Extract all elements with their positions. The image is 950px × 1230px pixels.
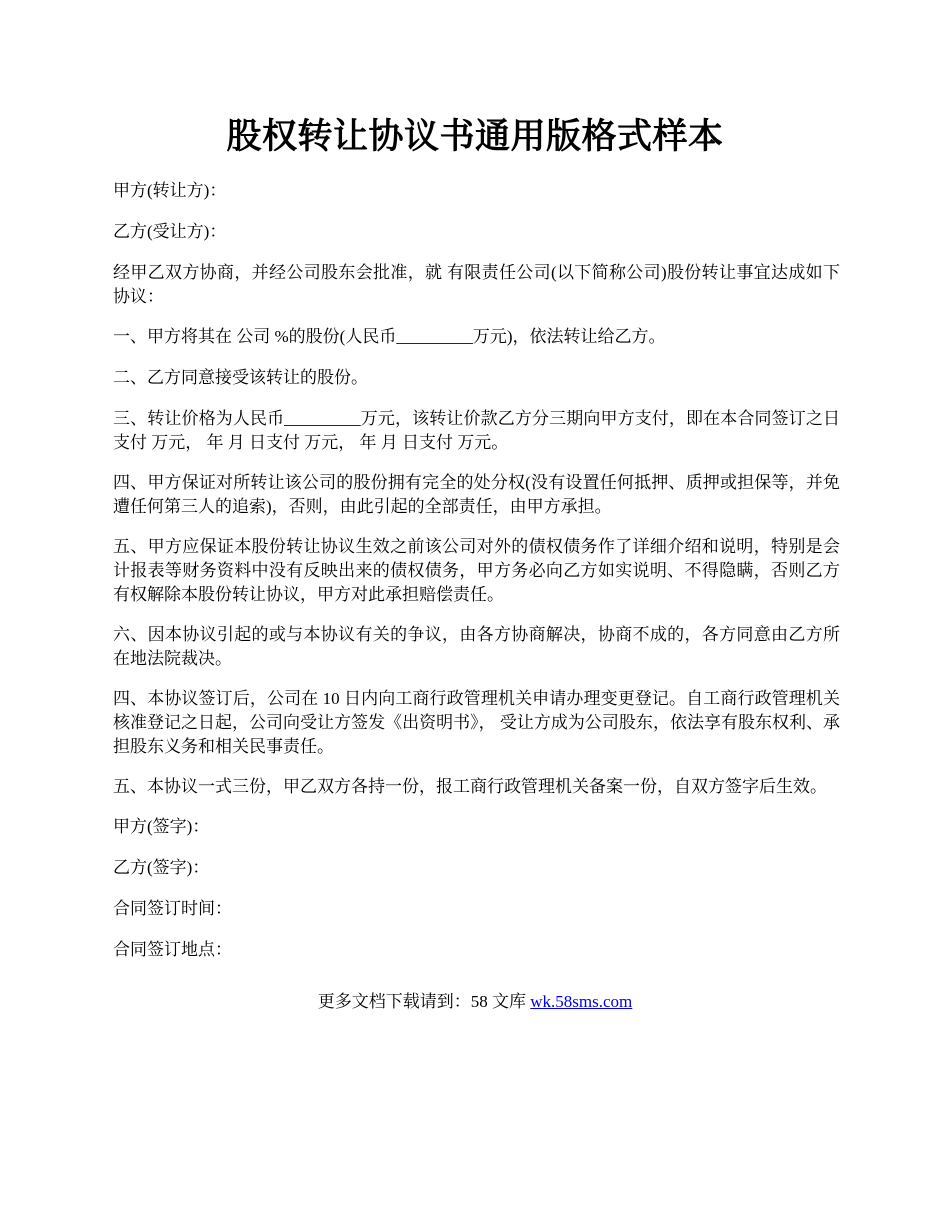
party-a-signature: 甲方(签字)： (113, 817, 210, 836)
clause-3: 三、转让价格为人民币_________万元，该转让价款乙方分三期向甲方支付，即在本合同签订之日支付 万元， 年 月 日支付 万元， 年 月 日支付 万元。 (113, 409, 840, 452)
clause-4: 四、甲方保证对所转让该公司的股份拥有完全的处分权(没有设置任何抵押、质押或担保等，并免遭任何第三人的追索)，否则，由此引起的全部责任，由甲方承担。 (113, 473, 840, 516)
preamble-paragraph: 经甲乙双方协商，并经公司股东会批准，就 有限责任公司(以下简称公司)股份转让事宜达成如下协议： (113, 263, 840, 306)
footer (0, 990, 950, 1014)
signing-place: 合同签订地点： (113, 940, 232, 959)
clause-6: 六、因本协议引起的或与本协议有关的争议，由各方协商解决，协商不成的，各方同意由乙方所在地法院裁决。 (113, 625, 840, 668)
signing-time: 合同签订时间： (113, 899, 232, 918)
document-title: 股权转让协议书通用版格式样本 (226, 117, 724, 156)
document-body (113, 179, 840, 979)
party-a-line: 甲方(转让方)： (113, 181, 227, 200)
clause-1: 一、甲方将其在 公司 %的股份(人民币_________万元)，依法转让给乙方。 (113, 327, 666, 346)
clause-5b: 五、本协议一式三份，甲乙双方各持一份，报工商行政管理机关备案一份，自双方签字后生效。 (113, 777, 827, 796)
clause-2: 二、乙方同意接受该转让的股份。 (113, 368, 368, 387)
footer-text: 更多文档下载请到：58 文库 (317, 992, 531, 1011)
clause-4b: 四、本协议签订后，公司在 10 日内向工商行政管理机关申请办理变更登记。自工商行政管理机关核准登记之日起，公司向受让方签发《出资明书》， 受让方成为公司股东，依法享有股东权利、承担股东义务和相关民事责任。 (113, 689, 840, 756)
footer-link[interactable]: wk.58sms.com (530, 992, 633, 1011)
party-b-line: 乙方(受让方)： (113, 222, 227, 241)
clause-5: 五、甲方应保证本股份转让协议生效之前该公司对外的债权债务作了详细介绍和说明，特别是会计报表等财务资料中没有反映出来的债权债务，甲方务必向乙方如实说明、不得隐瞒，否则乙方有权解除本股份转让协议，甲方对此承担赔偿责任。 (113, 537, 840, 604)
party-b-signature: 乙方(签字)： (113, 858, 210, 877)
